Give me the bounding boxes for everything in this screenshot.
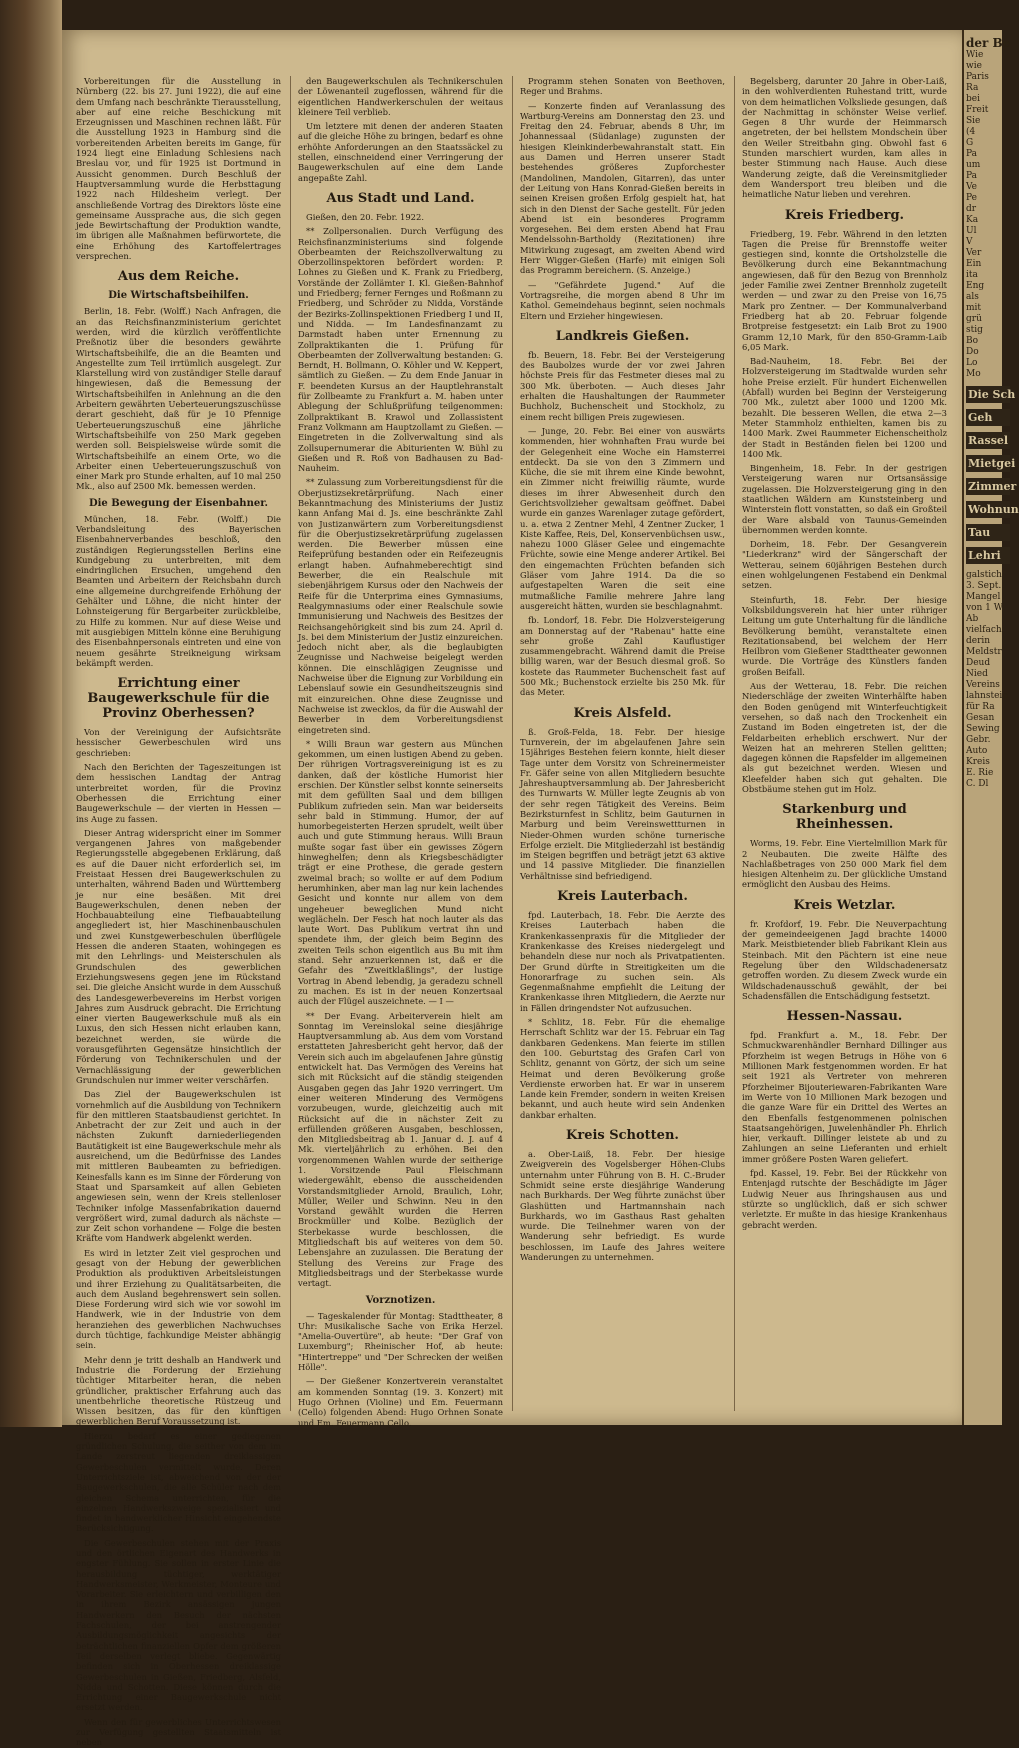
- article-paragraph: fb. Londorf, 18. Febr. Die Holzversteigerung am Donnerstag auf der "Rabenau" hatte eine sehr große Zahl Kauflustiger zusammengebracht. Während damit die Preise billig waren, war der Besuch diesmal groß. So kostete das Raummeter Buchenscheit fast auf 500 Mk.; Buchenstock erzielte bis 250 Mk. für das Meter.: [520, 615, 725, 698]
- adjacent-line: Ab: [966, 614, 979, 624]
- article-paragraph: Von der Vereinigung der Aufsichtsräte hessischer Gewerbeschulen wird uns geschrieben:: [76, 727, 281, 758]
- article-paragraph: Steinfurth, 18. Febr. Der hiesige Volksbildungsverein hat hier unter rühriger Leitung um gute Unterhaltung für die ländliche Bevölkerung bemüht, veranstaltete einen Rezitationsabend, bei welchem der Herr Heilbron vom Gießener Stadttheater gewonnen wurde. Die Vorträge des Künstlers fanden großen Beifall.: [742, 594, 947, 677]
- adjacent-line: Do: [966, 347, 979, 357]
- adjacent-page-tail: [966, 570, 1009, 790]
- adjacent-line: Gebr.: [966, 735, 991, 745]
- adjacent-page-lines: [966, 50, 1000, 380]
- article-paragraph: Bingenheim, 18. Febr. In der gestrigen Versteigerung waren nur Ortsansässige zugelassen. Die Holzversteigerung ging in den staatlichen Wäldern am Kunststeinberg und Winterstein flott vonstatten, so daß ein Großteil der Ware alsbald von Taunus-Gemeinden übernommen werden konnte.: [742, 463, 947, 535]
- article-paragraph: Aus der Wetterau, 18. Febr. Die reichen Niederschläge der zweiten Winterhälfte haben den Boden genügend mit Winterfeuchtigkeit versehen, so daß nach den Trockenheit ein Zustand im Boden eingetreten ist, der die Feldarbeiten erheblich erschwert. Nur der Weizen hat an mehreren Stellen gelitten; dagegen können die Rapsfelder im allgemeinen als gut bezeichnet werden. Wiesen und Kleefelder haben sich gut gehalten. Die Obstbäume stehen gut im Holz.: [742, 681, 947, 794]
- column-rule: [512, 76, 513, 1411]
- article-paragraph: ** Zulassung zum Vorbereitungsdienst für die Oberjustizsekretärprüfung. Nach einer Bekanntmachung des Ministeriums der Justiz kann Anfang Mai d. Js. eine beschränkte Zahl von Justizanwärtern zum Vorbereitungsdienst für die Oberjustizsekretärprüfung zugelassen werden. Die Bewerber müssen eine Reifeprüfung bestanden oder ein Reifezeugnis erlangt haben. Aufnahmeberechtigt sind Bewerber, die ein Realschule mit siebenjährigem Kursus oder den Nachweis der Reife für die Unterprima eines Gymnasiums, Realgymnasiums oder einer Realschule sowie Immunisierung und Nachweis des Besitzes der Reichsangehörigkeit sind bis zum 24. April d. Js. bei dem Ministerium der Justiz einzureichen. Jedoch nicht aber, als die beglaubigten Zeugnisse und Nachweise beigelegt werden können. Die einschlägigen Zeugnisse und Nachweise über die Eignung zur Vorbildung ein Lebenslauf sowie ein Gesundheitszeugnis sind mit einzureichen. Ohne diese Zeugnisse und Nachweise ist zwecklos, da für die Auswahl der Bewerber in dem Vorbereitungsdienst eingetreten sind.: [298, 477, 503, 735]
- adjacent-line: Kreis: [966, 757, 990, 767]
- adjacent-line: mit: [966, 303, 982, 313]
- article-paragraph: den Baugewerkschulen als Technikerschulen der Löwenanteil zugeflossen, während für die eigentlichen Handwerkerschulen der weitaus kleinere Teil verblieb.: [298, 76, 503, 117]
- article-paragraph: ß. Groß-Felda, 18. Febr. Der hiesige Turnverein, der im abgelaufenen Jahre sein 15jähriges Bestehen feiern konnte, hielt dieser Tage unter dem Vorsitz von Schreinermeister Fr. Gäfer seine von allen Mitgliedern besuchte Jahreshauptversammlung ab. Der Jahresbericht des Turnwarts W. Müller legte Zeugnis ab von der sehr regen Tätigkeit des Vereins. Beim Bezirksturnfest in Schlitz, beim Gauturnen in Marburg und beim Vereinswettturnen in Nieder-Ohmen wurden schöne turnerische Erfolge erzielt. Die Mitgliederzahl ist beständig im Steigen begriffen und beträgt jetzt 63 aktive und 14 passive Mitglieder. Die finanziellen Verhältnisse sind befriedigend.: [520, 726, 725, 881]
- adjacent-page-strip: [962, 30, 1019, 1425]
- book-binding: [0, 0, 62, 1427]
- article-paragraph: Worms, 19. Febr. Eine Viertelmillion Mark für 2 Neubauten. Die zweite Hälfte des Nachlaßbetrages von 250 000 Mark fiel dem hiesigen Altenheim zu. Der glückliche Umstand ermöglicht den Ausbau des Heims.: [742, 838, 947, 890]
- adjacent-line: Paris: [966, 72, 989, 82]
- adjacent-line: V: [966, 237, 973, 247]
- article-paragraph: Um letztere mit denen der anderen Staaten auf die gleiche Höhe zu bringen, bedarf es ohne erhöhte Anforderungen an den Staatssäckel zu stellen, einschneidend einer Verringerung der Baugewerkschulen auf eine dem Lande angepaßte Zahl.: [298, 121, 503, 183]
- adjacent-line: Pa: [966, 171, 978, 181]
- adjacent-line: Sewing: [966, 724, 1000, 734]
- article-paragraph: — Tageskalender für Montag: Stadttheater, 8 Uhr: Musikalische Sache von Erika Herzel. "Amelia-Ouvertüre", ab heute: "Der Graf von Luxemburg"; Rheinischer Hof, ab heute: "Hintertreppe" und "Der Schrecken der weißen Hölle".: [298, 1310, 503, 1373]
- section-heading: Kreis Alsfeld.: [573, 705, 672, 721]
- section-heading: Errichtung einer Baugewerkschule für die Provinz Oberhessen?: [87, 676, 270, 722]
- article-paragraph: fb. Beuern, 18. Febr. Bei der Versteigerung des Baubolzes wurde der vor zwei Jahren höchste Preis für das Festmeter dieses mal zu 300 Mk. überboten. — Auch dieses Jahr erhalten die Haushaltungen der Raummeter Buchholz, Buchenscheit und Stockholz, zu einem recht billigen Preis zugewiesen.: [520, 349, 725, 422]
- article-paragraph: fr. Krofdorf, 19. Febr. Die Neuverpachtung der gemeindeeigenen Jagd brachte 14000 Mark. Meistbietender blieb Fabrikant Klein aus Steinbach. Mit den Pächtern ist eine neue Regelung über den Wildschadenersatz getroffen worden. Zu diesem Zweck wurde ein Wildschadenausschuß gewählt, der bei Schadensfällen die Entschädigung festsetzt.: [742, 918, 947, 1001]
- column-2: [298, 76, 503, 1428]
- adjacent-line: C. Dl: [966, 779, 989, 789]
- article-heading: Die Wirtschaftsbeihilfen.: [108, 290, 249, 302]
- adjacent-line: Lo: [966, 358, 978, 368]
- adjacent-page-text: [964, 30, 1019, 796]
- section-heading: Kreis Schotten.: [566, 1128, 679, 1144]
- article-paragraph: Dorheim, 18. Febr. Der Gesangverein "Liederkranz" wird der Sängerschaft der Wetterau, seinem 60jährigen Bestehen durch einen wohlgelungenen Festabend ein Denkmal setzen.: [742, 539, 947, 591]
- adjacent-line: galstich: [966, 570, 1002, 580]
- section-heading: Aus Stadt und Land.: [326, 190, 475, 206]
- article-paragraph: fpd. Kassel, 19. Febr. Bei der Rückkehr von Entenjagd rutschte der Beschädigte im Jäger Ludwig Neuer aus Ihringshausen aus und stürzte so unglücklich, daß er sich schwer verletzte. Er mußte in das hiesige Krankenhaus gebracht werden.: [742, 1168, 947, 1230]
- article-paragraph: Mehr denn je tritt deshalb an Handwerk und Industrie die Forderung der Erziehung tüchtiger Mitarbeiter heran, die neben gründlicher, praktischer Erfahrung auch das unentbehrliche theoretische Rüstzeug und Wissen besitzen, das für den künftigen gewerblichen Beruf Voraussetzung ist.: [76, 1354, 281, 1427]
- article-paragraph: Wenn den für gewerbliches Unterrichtswesen zur Verfügung gestellten Staatsmitteln ist neben: [76, 1716, 281, 1748]
- adjacent-ad-heading: Rassel: [968, 434, 1009, 447]
- article-paragraph: Programm stehen Sonaten von Beethoven, Reger und Brahms.: [520, 76, 725, 97]
- adjacent-line: Deud: [966, 658, 991, 668]
- column-3: [520, 76, 725, 1411]
- article-paragraph: — "Gefährdete Jugend." Auf die Vortragsreihe, die morgen abend 8 Uhr im Kathol. Gemeindehaus beginnt, seien nochmals Eltern und Erzieher hingewiesen.: [520, 279, 725, 321]
- adjacent-page-head: der Be: [966, 36, 1011, 50]
- adjacent-page-ads: [966, 386, 1019, 564]
- adjacent-line: Vereins: [966, 680, 1000, 690]
- section-heading: Kreis Friedberg.: [784, 207, 905, 223]
- adjacent-line: Ve: [966, 182, 977, 192]
- article-paragraph: Nach den Berichten der Tageszeitungen ist dem hessischen Landtag der Antrag unterbreitet worden, für die Provinz Oberhessen die Errichtung einer Baugewerkschule — der vierten in Hessen — ins Auge zu fassen.: [76, 762, 281, 824]
- adjacent-line: wie: [966, 61, 982, 71]
- article-paragraph: * Willi Braun war gestern aus München gekommen, um einen lustigen Abend zu geben. Der rührigen Vortragsvereinigung ist es zu danken, daß der köstliche Humorist hier erschien. Der Künstler selbst konnte seinerseits mit dem gefüllten Saal und dem billigen Publikum zufrieden sein. Man war beiderseits sehr bald in Stimmung. Humor, der auf humorbegeisterten Herzen sprudelt, weilt über auch und gute Stimmung heraus. Willi Braun mußte sogar fast über ein gewisses Zögern hinweghelfen; denn als Kriegsbeschädigter trägt er eine Prothese, die gerade gestern zweimal brach; so wollte er auf dem Podium herumhinken, aber man lag nur kein lachendes Gesicht und konnte nur allem von dem ungeheuer beweglichen Mund nicht weglächeln. Der Fesch hat noch lauter als das laute Wort. Das Publikum vertrat ihn und spendete ihm, der gleich beim Beginn des zweiten Teils schon eigentlich aus Bu mit ihm stand. Sehr anzuerkennen ist, daß er die Gefahr des "Zweitklaßlings", der lustige Vortrag in Abend lebendig, ja geradezu schnell zu machen. Es ist in der neuen Konzertsaal auch der Flügel auszeichnete. — I —: [298, 738, 503, 1007]
- column-1: [76, 76, 281, 1748]
- adjacent-line: lahnstein: [966, 691, 1009, 701]
- article-paragraph: a. Ober-Laiß, 18. Febr. Der hiesige Zweigverein des Vogelsberger Höhen-Clubs unternahm unter Führung von B. H. C.-Bruder Schmidt seine erste diesjährige Wanderung nach Burkhards. Der Weg führte zunächst über Glashütten und Hartmannshain nach Burkhards, wo im Gasthaus Rast gehalten wurde. Die Teilnehmer waren von der Wanderung sehr befriedigt. Es wurde beschlossen, im Laufe des Jahres weitere Wanderungen zu unternehmen.: [520, 1149, 725, 1262]
- article-paragraph: ** Zollpersonalien. Durch Verfügung des Reichsfinanzministeriums sind folgende Oberbeamten der Reichszollverwaltung zu Oberzollinspektoren befördert worden: P. Lohnes zu Gießen und K. Frank zu Friedberg, Vorstände der Zollämter I. Kl. Gießen-Bahnhof und Friedberg; ferner Fernges und Roßmann zu Friedberg, und Schröder zu Nidda, Vorstände der Bezirks-Zollinspektionen Friedberg I und II, und Nidda. — Im Landesfinanzamt zu Darmstadt haben unter Ernennung zu Zollpraktikanten die 1. Prüfung für Oberbeamten der Zollverwaltung bestanden: G. Berndt, H. Bollmann, O. Köhler und W. Keppert, sämtlich zu Gießen. — Zu dem Ende Januar in F. beendeten Kursus an der Hauptlehranstalt für Zollbeamte zu Frankfurt a. M. haben unter Ablegung der Schlußprüfung teilgenommen: Zollpraktikant B. Krawol und Zollassistent Franz Volkmann am Hauptzollamt zu Gießen. — Eingetreten in die Zollverwaltung sind als Zollsupernumerar die Abiturienten W. Bühl zu Gießen und R. Roß von Badhausen zu Bad-Nauheim.: [298, 226, 503, 474]
- article-paragraph: — Der Gießener Konzertverein veranstaltet am kommenden Sonntag (19. 3. Konzert) mit Hugo Orhnen (Violine) und Em. Feuermann (Cello) folgenden Abend: Hugo Orhnen Sonate und Em. Feuermann Cello.: [298, 1376, 503, 1428]
- adjacent-line: für Ra: [966, 702, 995, 712]
- section-heading: Hessen-Nassau.: [786, 1009, 903, 1025]
- adjacent-line: Gesan: [966, 713, 995, 723]
- article-paragraph: fpd. Frankfurt a. M., 18. Febr. Der Schmuckwarenhändler Bernhard Dillinger aus Pforzheim ist wegen Betrugs in Höhe von 6 Millionen Mark festgenommen worden. Er hat seit 1921 als Vertreter von mehreren Pforzheimer Bijouteriewaren-Fabrikanten Ware im Werte von 10 Millionen Mark bezogen und die ganze Ware für ein Drittel des Wertes an den Ebenfalls festgenommenen polnischen Staatsangehörigen, Juwelenhändler Ph. Ehrlich hier, verkauft. Dillinger leistete ab und zu Zahlungen an seine Lieferanten und erhielt immer größere Posten Waren geliefert.: [742, 1030, 947, 1164]
- adjacent-line: G: [966, 138, 974, 148]
- adjacent-line: (4: [966, 127, 976, 137]
- article-paragraph: Berlin, 18. Febr. (Wolff.) Nach Anfragen, die an das Reichsfinanzministerium gerichtet werden, wird die kürzlich veröffentlichte Preßnotiz über die besonders gewährte Wirtschaftsbeihilfe, die an die Beamten und Angestellte zum Teil irrtümlich ausgelegt. Zur Klarstellung wird von zuständiger Stelle darauf hingewiesen, daß die Bemessung der Wirtschaftsbeihilfen in Anlehnung an die den Arbeitern gewährten Ueberteuerungszuschüsse derart geschieht, daß für je 10 Pfennige Ueberteuerungszuschuß eine jährliche Wirtschaftsbeihilfe von 250 Mark gegeben werden soll. Beispielsweise würde somit die Wirtschaftsbeihilfe an einem Orte, wo die Arbeiter einen Ueberteuerungszuschuß von einer Mark pro Stunde erhalten, auf 10 mal 250 Mk., also auf 2500 Mk. bemessen werden.: [76, 306, 281, 492]
- section-heading: Landkreis Gießen.: [555, 328, 690, 344]
- adjacent-line: als: [966, 292, 979, 302]
- article-paragraph: Das Ziel der Baugewerkschulen ist vornehmlich auf die Ausbildung von Technikern für den mittleren Staatsbaudienst gerichtet. In Anbetracht der zur Zeit und auch in der nächsten Zukunft darniederliegenden Bautätigkeit ist eine Baugewerkschule mehr als ausreichend, um die Bedürfnisse des Landes mit mittleren Baubeamten zu befriedigen. Keinesfalls kann es im Sinne der Förderung von Staat und Sparsamkeit auf allen Gebieten angewiesen sein, wenn der Kreis stellenloser Techniker infolge Massenfabrikation dauernd vergrößert wird, zumal dadurch als nächste — zur Zeit schon vorhandene — Folge die besten Kräfte vom Handwerk abgelenkt werden.: [76, 1089, 281, 1244]
- adjacent-line: Mangel: [966, 592, 1001, 602]
- article-paragraph: Die Gewerbeschulen stehen mit der Praxis und den örtlichen Eigenart des Handwerks in engster Fühlung. Sie sollen in erster Linie die herausbildung tüchtiger, werktätiger Handwerksmeister, Werkmeister, Monteure und Vorarbeiter. Sie erleichtern und verbilligen den in ihrem Bezirk ansässigen jungen Handwerkern den Besuch der nächsten Fachschulen, der bei anstrengender Ausbildungsmöglichkeit angesichts der beträchtlichen finanziellen Opfer dem größeren Teil derselben verlegt bliebe. Gegenwärtig befinden sich in Oberhessen dreiklassige Gewerbeschulen in Gießen, Friedberg, Alsfeld, Nidda und Schotten. Diese können durch die Errichtung einer Baugewerkschule nicht ersetzt werden.: [76, 1537, 281, 1713]
- adjacent-line: Wie: [966, 50, 984, 60]
- newspaper-page: [62, 30, 962, 1748]
- article-paragraph: Gießen, den 20. Febr. 1922.: [306, 211, 424, 222]
- column-rule: [290, 76, 291, 1411]
- article-paragraph: Vorbereitungen für die Ausstellung in Nürnberg (22. bis 27. Juni 1922), die auf eine dem Umfang nach beschränkte Tierausstellung, aber auf eine reiche Beschickung mit Erzeugnissen und Maschinen rechnen läßt. Für die Ausstellung 1923 in Hamburg sind die vorbereitenden Arbeiten bereits im Gange, für 1924 liegt eine Einladung Schlesiens nach Breslau vor, und für 1925 ist Dortmund in Aussicht genommen. Durch Beschluß der Hauptversammlung wurde die Herbsttagung 1922 nach Hildesheim verlegt. Der anschließende Vortrag des Direktors löste eine gemeinsame Aussprache aus, die sich gegen jede Bewirtschaftung der Produktion wandte, im übrigen alle Maßnahmen befürwortete, die eine Erhöhung des Kartoffelertrages versprechen.: [76, 76, 281, 262]
- adjacent-line: 3. Sept.: [966, 581, 1002, 591]
- article-paragraph: fpd. Lauterbach, 18. Febr. Die Aerzte des Kreises Lauterbach haben die Krankenkassenpraxis für die Mitglieder der Krankenkasse des Kreises niedergelegt und behandeln diese nur noch als Privatpatienten. Der Grund dürfte in Streitigkeiten um die Honorarfrage zu suchen sein. Als Gegenmaßnahme empfiehlt die Leitung der Krankenkasse ihren Mitgliedern, die Aerzte nur in Fällen dringendster Not aufzusuchen.: [520, 910, 725, 1013]
- section-heading: Kreis Lauterbach.: [557, 889, 688, 905]
- article-paragraph: Friedberg, 19. Febr. Während in den letzten Tagen die Preise für Brennstoffe weiter gestiegen sind, konnte die Ortsholzstelle die Bevölkerung durch eine Bekanntmachung angewiesen, daß für den Bezug von Brennholz jeder Familie zwei Zentner Brennholz zugeteilt werden — und zwar zu den Preise von 16,75 Mark pro Zentner. — Der Kommunalverband Friedberg hat ab 20. Februar folgende Brotpreise festgesetzt: ein Laib Brot zu 1900 Gramm 12,10 Mark, für den 850-Gramm-Laib 6,05 Mark.: [742, 228, 947, 352]
- adjacent-line: E. Rie: [966, 768, 994, 778]
- adjacent-line: Pa: [966, 149, 978, 159]
- adjacent-ad-heading: Lehri: [966, 547, 1010, 564]
- adjacent-line: Freit: [966, 105, 989, 115]
- adjacent-line: von 1 W: [966, 603, 1003, 613]
- adjacent-line: Bo: [966, 336, 979, 346]
- adjacent-line: dr: [966, 204, 977, 214]
- section-heading: Aus dem Reiche.: [117, 269, 240, 285]
- adjacent-line: Nied: [966, 669, 988, 679]
- article-paragraph: Begelsberg, darunter 20 Jahre in Ober-Laiß, in den wohlverdienten Ruhestand tritt, wurde von dem heimatlichen Volksliede gesungen, daß der Nachmittag in schönster Weise verlief. Gegen 8 Uhr wurde der Heimmarsch angetreten, der bei hellstem Mondschein über den Weiler Streitbahn ging. Obwohl fast 6 Stunden marschiert wurden, kam alles in bester Stimmung nach Hause. Auch diese Wanderung zeigte, daß die Vereinsmitglieder dem Wandersport treu bleiben und die heimatliche Natur lieben und verehren.: [742, 76, 947, 200]
- section-heading: Kreis Wetzlar.: [793, 897, 896, 913]
- adjacent-line: Ver: [966, 248, 982, 258]
- adjacent-line: Pe: [966, 193, 977, 203]
- section-heading: Starkenburg und Rheinhessen.: [782, 802, 907, 833]
- column-rule: [734, 76, 735, 1411]
- article-paragraph: — Junge, 20. Febr. Bei einer von auswärts kommenden, hier wohnhaften Frau wurde bei der Gelegenheit eine Woche ein Hamsterrei entdeckt. Da sie von den 3 Zimmern und Küche, die sie mit ihrem eine Kinde bewohnt, ein Zimmer nicht freiwillig räumte, wurde dieses im ihrer Abwesenheit durch den Gerichtsvollzieher gewaltsam geöffnet. Dabei wurde ein ganzes Warenlager zutage gefördert, u. a. etwa 2 Zentner Mehl, 4 Zentner Zucker, 1 Kiste Kaffee, Reis, Del, Konservenbüchsen usw., nahezu 1000 Gläser Gelee und eingemachte Früchte, sowie eine Menge anderer Artikel. Bei den eingemachten Früchten befanden sich Gläser vom Jahre 1914. Da die so aufgestapelten Waren die seit eine mutmaßliche Familie mehrere Jahre lang ausgereicht hätten, wurden sie beschlagnahmt.: [520, 425, 725, 611]
- article-paragraph: München, 18. Febr. (Wolff.) Die Verbandsleitung des Bayerischen Eisenbahnerverbandes beschloß, den zuständigen Regierungsstellen Berlins eine Kundgebung zu unterbreiten, mit dem eindringlichen Ersuchen, umgehend den Beamten und Arbeitern der Reichsbahn durch eine allgemeine durchgreifende Erhöhung der Gehälter und Löhne, die nicht hinter der Lohnsteigerung für Bergarbeiter zurückbleibe, zu Hilfe zu kommen. Nur auf diese Weise und mit ausgiebigen Mitteln könne eine Beruhigung des Eisenbahnpersonals eintreten und eine von neuem gesährte Streikneigung wirksam bekämpft werden.: [76, 513, 281, 668]
- adjacent-line: Meldstr: [966, 647, 1002, 657]
- article-paragraph: ** Der Evang. Arbeiterverein hielt am Sonntag im Vereinslokal seine diesjährige Hauptversammlung ab. Aus dem vom Vorstand erstatteten Jahresbericht geht hervor, daß der Verein sich auch im abgelaufenen Jahre günstig entwickelt hat. Das Vermögen des Vereins hat sich mit Rücksicht auf die ständig steigenden Ausgaben gegen das Jahr 1920 verringert. Um einer weiteren Minderung des Vermögens vorzubeugen, wurde, gleichzeitig auch mit Rücksicht auf die in nächster Zeit zu erfüllenden größeren Ausgaben, beschlossen, den Mitgliedsbeitrag ab 1. Januar d. J. auf 4 Mk. vierteljährlich zu erhöhen. Bei den vorgenommenen Wahlen wurde der seitherige 1. Vorsitzende Paul Fleischmann wiedergewählt, ebenso die ausscheidenden Vorstandsmitglieder Arnold, Braulich, Lohr, Müller, Weiler und Schwinn. Neu in den Vorstand gewählt wurden die Herren Brockmüller und Kolbe. Bezüglich der Sterbekasse wurde beschlossen, die Mitgliedschaft bis auf weiteres von dem 50. Lebensjahre an zuzulassen. Die Beratung der Stellung des Vereins zur Frage des Mitgliedsbeitrags und der Sterbekasse wurde vertagt.: [298, 1010, 503, 1289]
- adjacent-ad-heading: Die Sch: [968, 388, 1016, 401]
- adjacent-line: Ul: [966, 226, 977, 236]
- adjacent-line: Sie: [966, 116, 981, 126]
- adjacent-line: derin: [966, 636, 991, 646]
- adjacent-line: bei: [966, 94, 980, 104]
- adjacent-line: Ka: [966, 215, 979, 225]
- adjacent-line: um: [966, 160, 981, 170]
- adjacent-line: grü: [966, 314, 982, 324]
- adjacent-ad-heading: Mietgei: [968, 457, 1016, 470]
- adjacent-ad-heading: Tau: [966, 524, 1010, 541]
- article-paragraph: * Schlitz, 18. Febr. Für die ehemalige Herrschaft Schlitz war der 15. Februar ein Tag dankbaren Gedenkens. Man feierte im stillen den 100. Geburtstag des Grafen Carl von Schlitz, genannt von Görtz, der sich um seine Heimat und deren Bevölkerung große Verdienste erworben hat. Er war in unserem Lande kein Fremder, sondern in weiten Kreisen bekannt, und auch heute wird sein Andenken dankbar erhalten.: [520, 1017, 725, 1120]
- article-heading: Vorznotizen.: [365, 1294, 436, 1306]
- adjacent-ad-heading: Wohnun: [968, 503, 1019, 516]
- column-4: [742, 76, 947, 1411]
- adjacent-line: Ra: [966, 83, 979, 93]
- article-heading: Die Bewegung der Eisenbahner.: [88, 497, 269, 509]
- adjacent-line: Ein: [966, 259, 982, 269]
- article-paragraph: Dieser Antrag widerspricht einer im Sommer vergangenen Jahres von maßgebender Regierungsstelle abgegebenen Erklärung, daß es auf die Dauer nicht erforderlich sei, im Freistaat Hessen drei Baugewerkschulen zu unterhalten, während Baden und Württemberg je nur eine besäßen. Mit drei Baugewerkschulen, denen neben der Hochbauabteilung eine Tiefbauabteilung angegliedert ist, hier Maschinenbauschulen und zwei Kunstgewerbeschulen überflügele Hessen die anderen Staaten, wohingegen es mit den Lehrlings- und Meisterschulen als Grundschulen des gewerblichen Erziehungswesens gegen jene im Rückstand sei. Die gleiche Ansicht wurde in dem Ausschuß des Landesgewerbevereins im Herbst vorigen Jahres zum Ausdruck gebracht. Die Errichtung einer vierten Baugewerkschule muß als ein Luxus, den sich Hessen nicht erlauben kann, bezeichnet werden, sie würde die vorausgeführten Gegensätze hinsichtlich der Förderung von Technikerschulen und der Vernachlässigung der gewerblichen Grundschulen nur immer weiter verschärfen.: [76, 827, 281, 1085]
- article-paragraph: Hierzu bedarf es einer gediegenen gründlichen Schulung, die seither von dem im Lande zerstreut liegenden dreiklassigen Gewerbeschulen vermittelt wurde. Deren Unterrichtsziele ist, abweichend von der der Baugewerkschulen, die alle Schüler nach dem gleichen Schema unterrichten, für die einzelnen Handwerkszweige spezialisiert und findet in handwerklicher Hinsicht eingehendste Berücksichtigung.: [76, 1430, 281, 1534]
- adjacent-line: Auto: [966, 746, 988, 756]
- article-paragraph: — Konzerte finden auf Veranlassung des Wartburg-Vereins am Donnerstag den 23. und Freitag den 24. Februar, abends 8 Uhr, im Johannessaal (Südanlage) zugunsten der hiesigen Kleinkinderbewahranstalt statt. Ein aus Damen und Herren unserer Stadt bestehendes größeres Zupforchester (Mandolinen, Mandolen, Gitarren), das unter der Leitung von Hans Konrad-Gießen bereits in seinen Kreisen großen Erfolg gespielt hat, hat sich in den Dienst der Sache gestellt. Für jeden Abend ist ein besonderes Programm vorgesehen. Bei dem ersten Abend hat Frau Mendelssohn-Bartholdy (Rezitationen) ihre Mitwirkung zugesagt, am zweiten Abend wird Herr Wigger-Gießen (Harfe) mit einigen Soli das Programm bereichern. (S. Anzeige.): [520, 100, 725, 276]
- article-paragraph: Bad-Nauheim, 18. Febr. Bei der Holzversteigerung im Stadtwalde wurden sehr hohe Preise erzielt. Für hundert Eichenwellen (Abfall) wurden bei Beginn der Versteigerung 700 Mk., zuletzt aber 1000 und 1200 Mk. bezahlt. Die besseren Wellen, die etwa 2—3 Meter Stammholz enthielten, kamen bis zu 1400 Mark. Zwei Raummeter Eichenscheitholz der Stadt in Beständen fielen bei 1200 und 1400 Mk.: [742, 356, 947, 459]
- adjacent-line: Eng: [966, 281, 985, 291]
- adjacent-line: vielfach: [966, 625, 1002, 635]
- adjacent-line: ita: [966, 270, 978, 280]
- adjacent-line: Mo: [966, 369, 981, 379]
- adjacent-line: stig: [966, 325, 983, 335]
- article-paragraph: Es wird in letzter Zeit viel gesprochen und gesagt von der Hebung der gewerblichen Produktion als produktiven Arbeitsleistungen und ihrer Erziehung zu Qualitätsarbeiten, die auch dem Ausland begehrenswert sein sollen. Diese Forderung wird sich wie vor sowohl im Handwerk, wie in der Industrie von dem heranziehen des gewerblichen Nachwuchses durch tüchtige, fachkundige Meister abhängig sein.: [76, 1247, 281, 1351]
- adjacent-ad-heading: Zimmer: [968, 480, 1017, 493]
- adjacent-ad-heading: Geh: [966, 409, 1010, 426]
